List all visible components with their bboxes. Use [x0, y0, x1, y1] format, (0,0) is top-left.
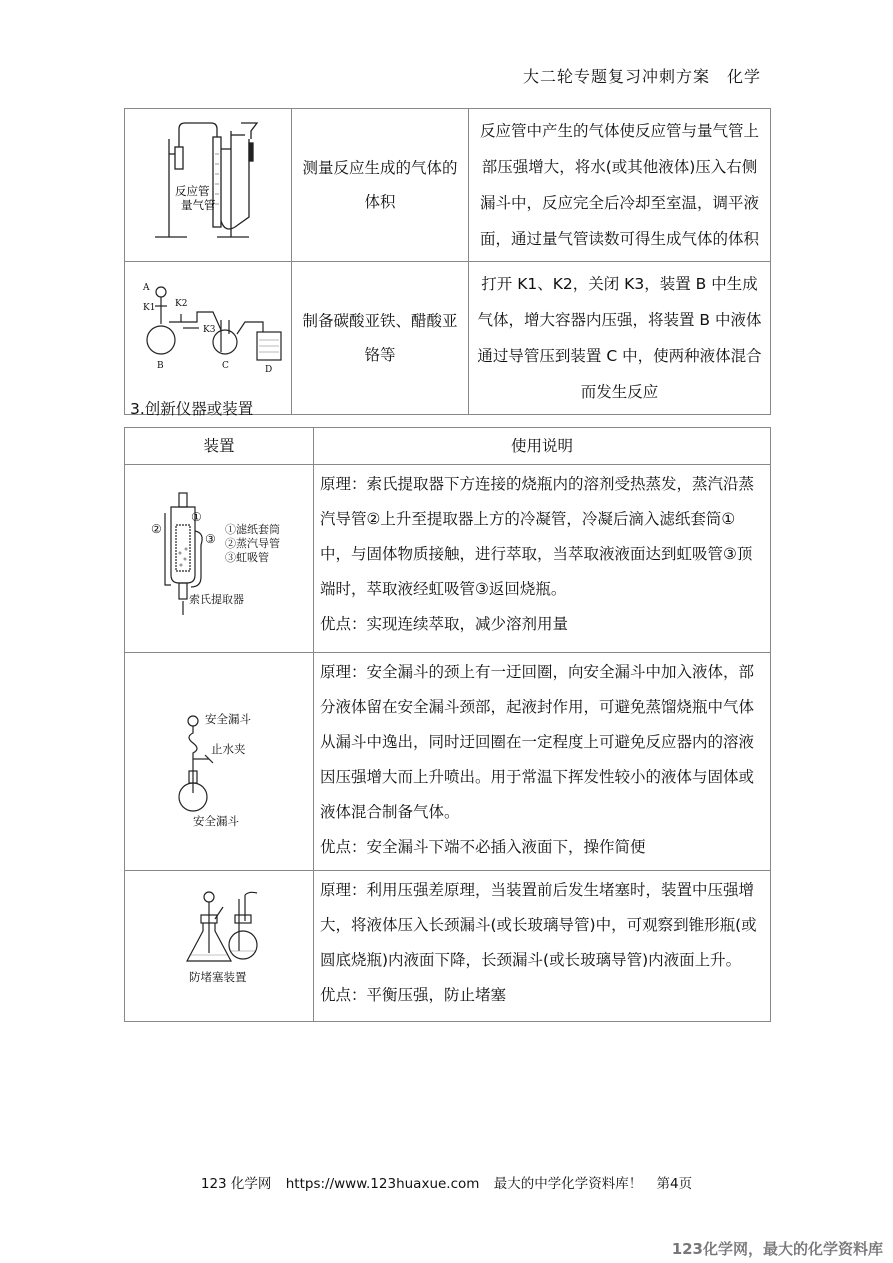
figure-cell	[125, 465, 314, 653]
page-footer	[0, 1172, 893, 1192]
gas-measure-apparatus-figure	[125, 109, 291, 249]
table-row	[125, 109, 771, 262]
apparatus-name: 测量反应生成的气体的体积	[292, 109, 469, 262]
figure-cell	[125, 871, 314, 1022]
figure-label: 量气管	[181, 198, 216, 212]
figure-label: ①	[191, 510, 202, 524]
figure-cell	[125, 653, 314, 871]
footer-slogan: 最大的中学化学资料库！	[493, 1176, 643, 1192]
figure-label: K1	[143, 303, 156, 313]
figure-caption: 安全漏斗	[193, 814, 239, 828]
figure-label: ②蒸汽导管	[225, 537, 280, 550]
table-row	[125, 262, 771, 415]
page-header: 大二轮专题复习冲刺方案 化学	[522, 67, 761, 86]
table-header-row	[125, 428, 771, 465]
page-number: 第4页	[656, 1176, 693, 1192]
usage-description	[314, 653, 771, 871]
apparatus-description: 反应管中产生的气体使反应管与量气管上部压强增大，将水(或其他液体)压入右侧漏斗中，反应完全后冷却至室温，调平液面，通过量气管读数可得生成气体的体积	[469, 109, 771, 262]
advantage-text: 优点：安全漏斗下端不必插入液面下，操作简便	[320, 838, 646, 856]
innovative-apparatus-table	[124, 427, 771, 1022]
figure-caption: 防堵塞装置	[189, 970, 247, 984]
watermark: 123化学网，最大的化学资料库	[671, 1240, 883, 1258]
safety-funnel-figure	[125, 653, 311, 858]
figure-label: D	[265, 365, 273, 375]
anti-clog-apparatus-figure	[125, 871, 311, 1009]
pressure-transfer-apparatus-figure	[125, 262, 291, 402]
figure-label: ③	[205, 532, 216, 546]
soxhlet-extractor-figure	[125, 465, 311, 640]
column-header: 装置	[125, 428, 314, 465]
section-title: 3.创新仪器或装置	[130, 400, 254, 418]
table-row	[125, 871, 771, 1022]
figure-label: B	[157, 361, 164, 371]
figure-label: 止水夹	[211, 742, 246, 756]
figure-label: 反应管	[175, 184, 210, 198]
apparatus-description: 打开 K1、K2，关闭 K3，装置 B 中生成气体，增大容器内压强，将装置 B 中液体通过导管压到装置 C 中，使两种液体混合而发生反应	[469, 262, 771, 415]
principle-text: 原理：利用压强差原理，当装置前后发生堵塞时，装置中压强增大，将液体压入长颈漏斗(或长玻璃导管)中，可观察到锥形瓶(或圆底烧瓶)内液面下降，长颈漏斗(或长玻璃导管)内液面上升。	[320, 881, 757, 969]
apparatus-table-continued	[124, 108, 771, 415]
figure-label: ②	[151, 522, 162, 536]
advantage-text: 优点：实现连续萃取，减少溶剂用量	[320, 615, 569, 633]
figure-label: A	[143, 283, 150, 293]
footer-url-link[interactable]: https://www.123huaxue.com	[285, 1176, 480, 1192]
table-row	[125, 653, 771, 871]
figure-cell	[125, 109, 292, 262]
figure-label: K3	[203, 325, 216, 335]
principle-text: 原理：索氏提取器下方连接的烧瓶内的溶剂受热蒸发，蒸汽沿蒸汽导管②上升至提取器上方的冷凝管，冷凝后滴入滤纸套筒①中，与固体物质接触，进行萃取，当萃取液液面达到虹吸管③顶端时，萃取液经虹吸管③返回烧瓶。	[320, 475, 755, 598]
column-header: 使用说明	[314, 428, 771, 465]
figure-label: 安全漏斗	[205, 712, 251, 726]
figure-label: K2	[175, 299, 188, 309]
usage-description	[314, 465, 771, 653]
figure-cell	[125, 262, 292, 415]
apparatus-name: 制备碳酸亚铁、醋酸亚铬等	[292, 262, 469, 415]
figure-label: ③虹吸管	[225, 551, 269, 564]
figure-label: C	[222, 361, 229, 371]
table-row	[125, 465, 771, 653]
usage-description	[314, 871, 771, 1022]
principle-text: 原理：安全漏斗的颈上有一迂回圈，向安全漏斗中加入液体，部分液体留在安全漏斗颈部，起液封作用，可避免蒸馏烧瓶中气体从漏斗中逸出，同时迂回圈在一定程度上可避免反应器内的溶液因压强增大而上升喷出。用于常温下挥发性较小的液体与固体或液体混合制备气体。	[320, 663, 755, 821]
figure-caption: 索氏提取器	[189, 593, 244, 606]
footer-site-name: 123 化学网	[200, 1176, 272, 1192]
advantage-text: 优点：平衡压强，防止堵塞	[320, 986, 507, 1004]
figure-label: ①滤纸套筒	[225, 523, 280, 536]
